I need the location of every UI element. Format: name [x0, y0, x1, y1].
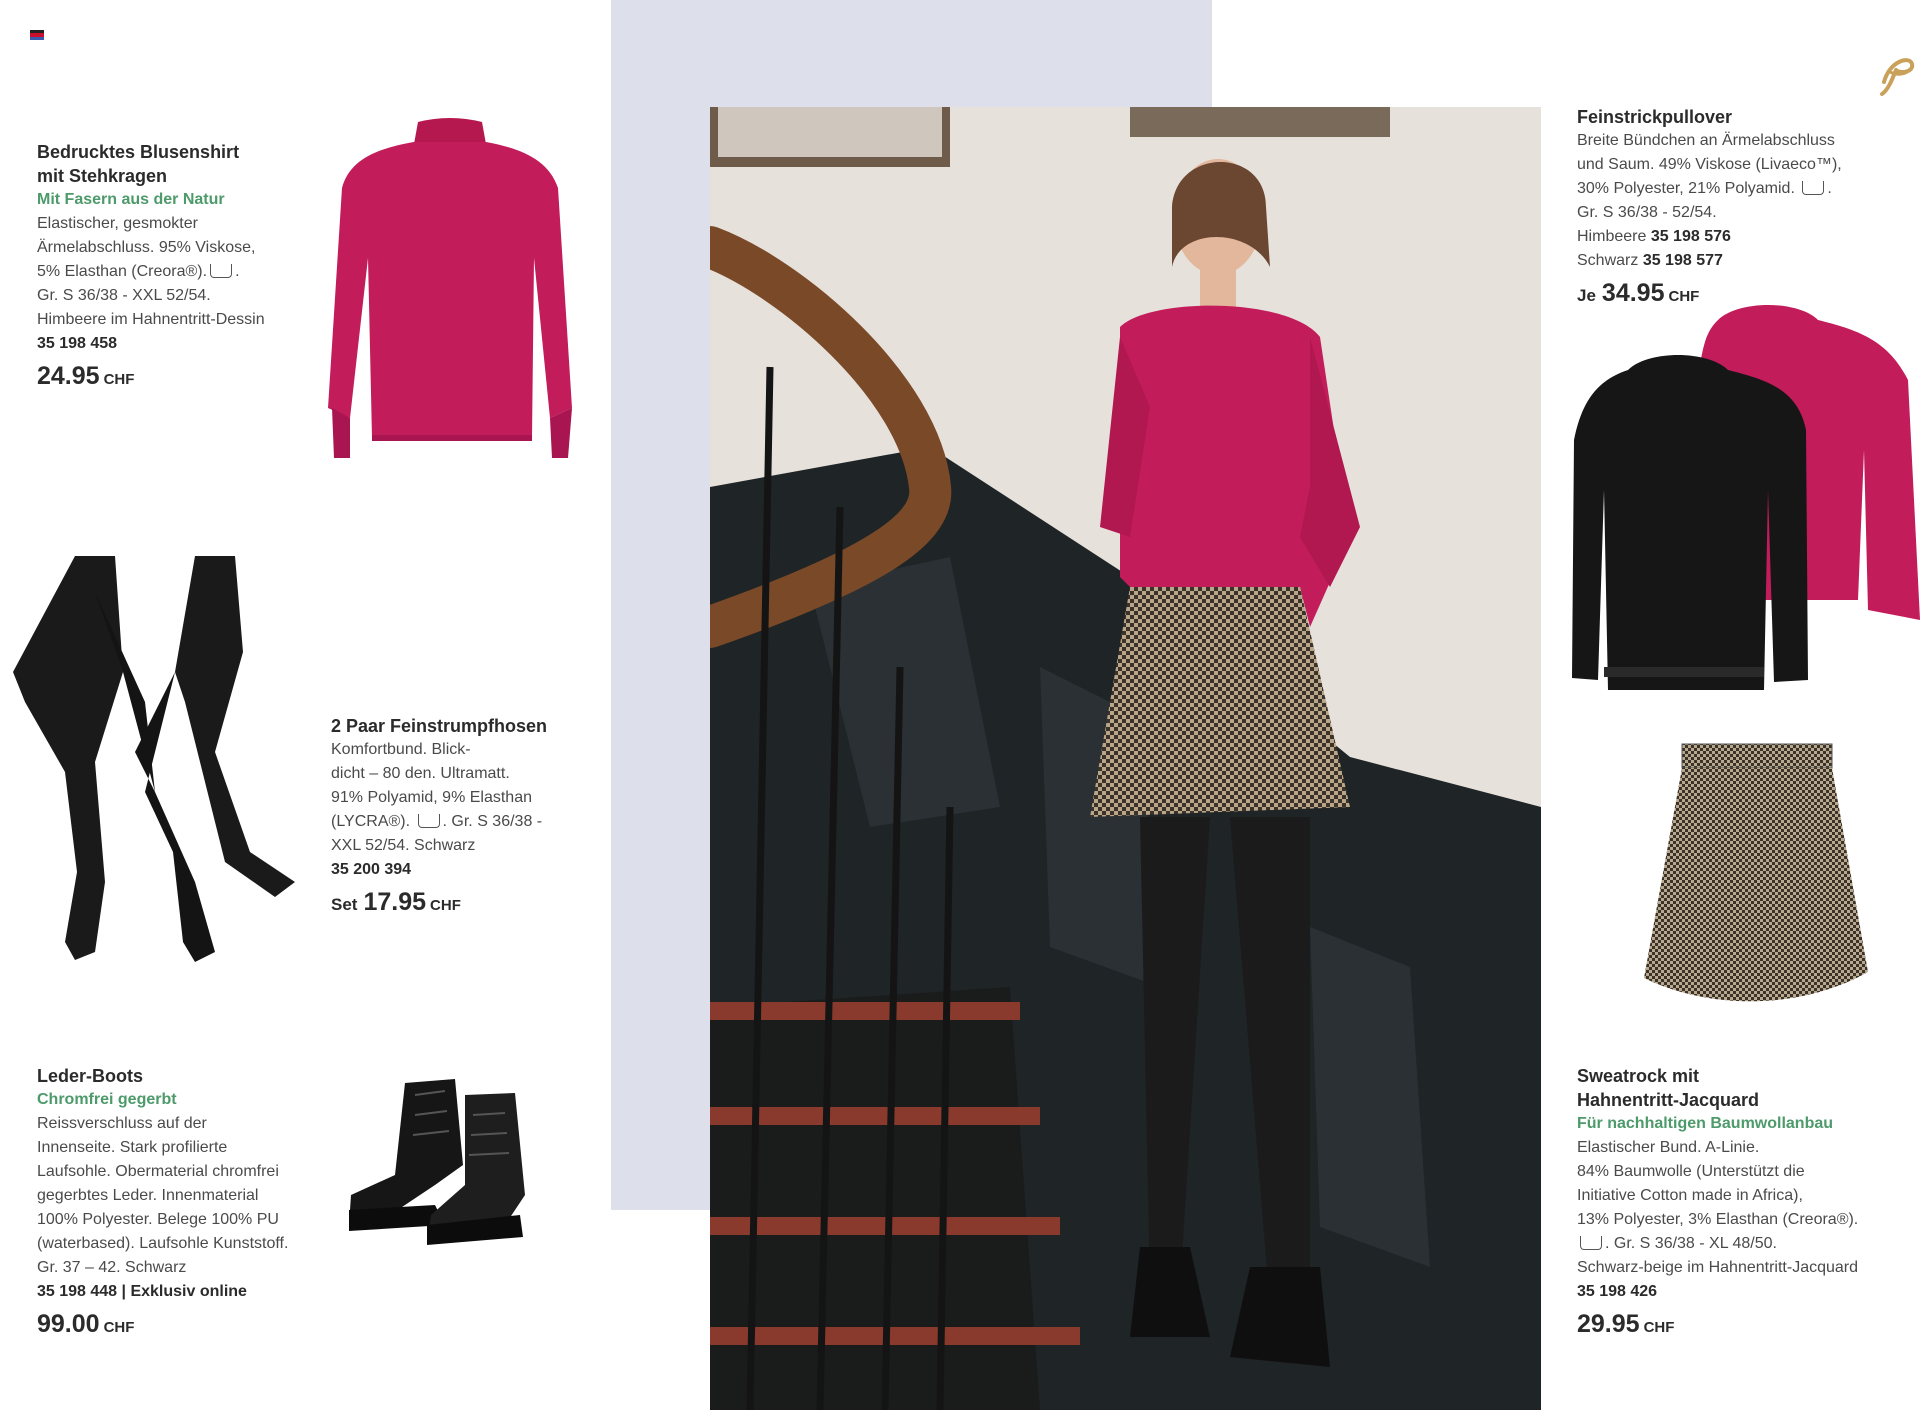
boots-price — [37, 1308, 337, 1344]
boots-desc-line4: gegerbtes Leder. Innenmaterial — [37, 1187, 259, 1204]
blouse-desc-line3 — [37, 260, 317, 284]
blouse-desc-line3-text: 5% Elasthan (Creora®). — [37, 263, 208, 280]
pullover-product-image[interactable] — [1568, 300, 1920, 700]
tights-price-value: 17.95 — [363, 888, 427, 916]
blouse-currency: CHF — [103, 371, 135, 388]
boots-tagline: Chromfrei gegerbt — [37, 1091, 177, 1108]
product-tights — [331, 714, 591, 922]
blouse-desc-line5: Himbeere im Hahnentritt-Dessin — [37, 311, 265, 328]
blouse-article-number: 35 198 458 — [37, 335, 118, 352]
tights-desc-line3: 91% Polyamid, 9% Elasthan — [331, 789, 532, 806]
skirt-desc-line1: Elastischer Bund. A-Linie. — [1577, 1139, 1760, 1156]
skirt-article-number: 35 198 426 — [1577, 1283, 1658, 1300]
skirt-desc-line5 — [1577, 1232, 1917, 1256]
skirt-desc-line3: Initiative Cotton made in Africa), — [1577, 1187, 1803, 1204]
product-pullover — [1577, 105, 1907, 313]
tights-price — [331, 886, 591, 922]
skirt-title-line1: Sweatrock mit — [1577, 1066, 1700, 1086]
blouse-title-line1: Bedrucktes Blusenshirt — [37, 142, 240, 162]
boots-desc-line5: 100% Polyester. Belege 100% PU — [37, 1211, 279, 1228]
skirt-currency: CHF — [1643, 1319, 1675, 1336]
model-photo — [710, 107, 1541, 1410]
boots-desc-line3: Laufsohle. Obermaterial chromfrei — [37, 1163, 279, 1180]
product-blouse — [37, 140, 317, 396]
boots-product-image[interactable] — [345, 1075, 555, 1245]
blouse-price — [37, 360, 317, 396]
skirt-desc-line2: 84% Baumwolle (Unterstützt die — [1577, 1163, 1805, 1180]
pullover-variant1 — [1577, 225, 1907, 249]
pullover-price-value: 34.95 — [1601, 279, 1665, 307]
boots-desc-line2: Innenseite. Stark profilierte — [37, 1139, 228, 1156]
skirt-tagline: Für nachhaltigen Baumwollanbau — [1577, 1115, 1834, 1132]
language-flag-icon[interactable] — [30, 30, 44, 40]
boots-title: Leder-Boots — [37, 1066, 144, 1086]
blouse-desc-line1: Elastischer, gesmokter — [37, 215, 198, 232]
pullover-desc-line3-tail: . — [1827, 180, 1832, 197]
boots-currency: CHF — [103, 1319, 135, 1336]
skirt-desc-line4: 13% Polyester, 3% Elasthan (Creora®). — [1577, 1211, 1859, 1228]
washing-care-icon — [1802, 181, 1824, 195]
boots-desc-line6: (waterbased). Laufsohle Kunststoff. — [37, 1235, 289, 1252]
pullover-desc-line3 — [1577, 177, 1907, 201]
tights-desc-line4-b: . Gr. S 36/38 - — [442, 813, 543, 830]
washing-care-icon — [1580, 1236, 1602, 1250]
tights-desc-line4 — [331, 810, 591, 834]
tights-desc-line1: Komfortbund. Blick- — [331, 741, 471, 758]
pullover-price-prefix: Je — [1577, 286, 1596, 305]
tights-desc-line5: XXL 52/54. Schwarz — [331, 837, 476, 854]
tights-desc-line2: dicht – 80 den. Ultramatt. — [331, 765, 510, 782]
tights-price-prefix: Set — [331, 895, 358, 914]
tights-article-number: 35 200 394 — [331, 861, 412, 878]
tchibo-logo — [1876, 52, 1916, 98]
skirt-desc-line5-text: . Gr. S 36/38 - XL 48/50. — [1605, 1235, 1777, 1252]
boots-desc-line7: Gr. 37 – 42. Schwarz — [37, 1259, 187, 1276]
washing-care-icon — [210, 264, 232, 278]
tights-title: 2 Paar Feinstrumpfhosen — [331, 716, 548, 736]
pullover-variant2-label: Schwarz — [1577, 252, 1639, 269]
pullover-variant1-article: 35 198 576 — [1650, 228, 1731, 245]
pullover-variant2-article: 35 198 577 — [1642, 252, 1723, 269]
pullover-variant1-label: Himbeere — [1577, 228, 1647, 245]
skirt-price — [1577, 1308, 1917, 1344]
blouse-desc-line4: Gr. S 36/38 - XXL 52/54. — [37, 287, 211, 304]
pullover-title: Feinstrickpullover — [1577, 107, 1733, 127]
pullover-desc-line4: Gr. S 36/38 - 52/54. — [1577, 204, 1717, 221]
washing-care-icon — [418, 814, 440, 828]
tights-desc-line4-a: (LYCRA®). — [331, 813, 411, 830]
skirt-price-value: 29.95 — [1577, 1310, 1640, 1338]
blouse-product-image[interactable] — [320, 118, 580, 468]
tights-product-image[interactable] — [5, 552, 305, 972]
pullover-variant2 — [1577, 249, 1907, 273]
tights-currency: CHF — [430, 897, 461, 914]
blouse-price-value: 24.95 — [37, 362, 100, 390]
skirt-desc-line6: Schwarz-beige im Hahnentritt-Jacquard — [1577, 1259, 1859, 1276]
boots-article-number: 35 198 448 | Exklusiv online — [37, 1283, 247, 1300]
pullover-desc-line3-text: 30% Polyester, 21% Polyamid. — [1577, 180, 1795, 197]
skirt-product-image[interactable] — [1640, 742, 1870, 1012]
pullover-currency: CHF — [1668, 288, 1700, 305]
blouse-desc-line3-tail: . — [235, 263, 240, 280]
product-boots — [37, 1064, 337, 1344]
skirt-title-line2: Hahnentritt-Jacquard — [1577, 1090, 1760, 1110]
blouse-tagline: Mit Fasern aus der Natur — [37, 191, 225, 208]
pullover-desc-line1: Breite Bündchen an Ärmelabschluss — [1577, 132, 1835, 149]
pullover-desc-line2: und Saum. 49% Viskose (Livaeco™), — [1577, 156, 1842, 173]
boots-price-value: 99.00 — [37, 1310, 100, 1338]
blouse-desc-line2: Ärmelabschluss. 95% Viskose, — [37, 239, 256, 256]
product-skirt — [1577, 1064, 1917, 1344]
blouse-title-line2: mit Stehkragen — [37, 166, 168, 186]
boots-desc-line1: Reissverschluss auf der — [37, 1115, 207, 1132]
